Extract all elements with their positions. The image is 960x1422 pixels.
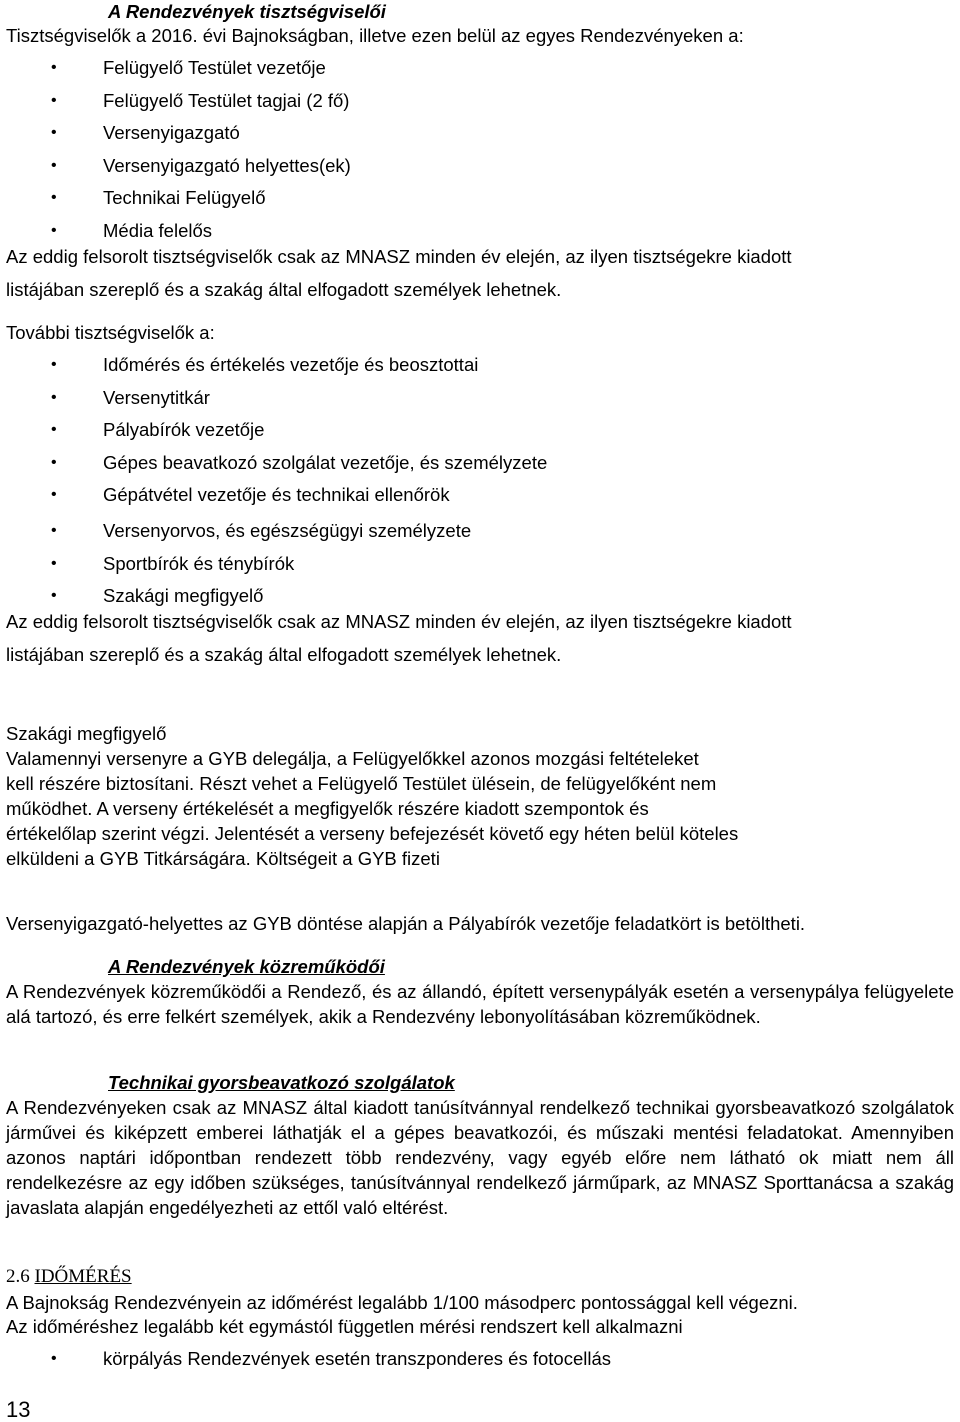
observer-line: értékelőlap szerint végzi. Jelentését a verseny befejezését követő egy héten belül köteles <box>6 823 739 844</box>
bullet-icon: • <box>51 554 57 572</box>
officials-note-line2: listájában szereplő és a szakág által elfogadott személyek lehetnek. <box>6 279 562 300</box>
list-item-label: Gépes beavatkozó szolgálat vezetője, és személyzete <box>103 451 548 473</box>
bullet-icon: • <box>51 124 57 141</box>
bullet-icon: • <box>51 1350 57 1367</box>
further-note-line1: Az eddig felsorolt tisztségviselők csak az MNASZ minden év elején, az ilyen tisztségekre kiadott <box>6 611 792 632</box>
observer-line: működhet. A verseny értékelését a megfigyelők részére kiadott szempontok és <box>6 798 649 819</box>
bullet-icon: • <box>51 91 57 109</box>
list-item-label: Időmérés és értékelés vezetője és beosztottai <box>103 354 479 375</box>
list-item-label: Technikai Felügyelő <box>103 187 266 208</box>
bullet-icon: • <box>51 356 57 373</box>
bullet-icon: • <box>51 221 57 239</box>
timing-line2: Az időméréshez legalább két egymástól független mérési rendszert kell alkalmazni <box>6 1316 683 1337</box>
officials-title: A Rendezvények tisztségviselői <box>108 1 386 22</box>
rescue-title: Technikai gyorsbeavatkozó szolgálatok <box>108 1072 455 1093</box>
timing-title: IDŐMÉRÉS <box>34 1266 132 1287</box>
list-item-label: Versenytitkár <box>103 386 210 408</box>
list-item-label: Felügyelő Testület tagjai (2 fő) <box>103 89 350 111</box>
timing-line1: A Bajnokság Rendezvényein az időmérést legalább 1/100 másodperc pontossággal kell végezni. <box>6 1292 798 1313</box>
observer-line: kell részére biztosítani. Részt vehet a Felügyelő Testület ülésein, de felügyelőként nem <box>6 773 717 794</box>
bullet-icon: • <box>51 453 57 471</box>
rescue-paragraph: A Rendezvényeken csak az MNASZ által kiadott tanúsítvánnyal rendelkező technikai gyorsbeavatkozó szolgálatok járművei és kiképzett emberei láthatják el a gépes beavatkozói, és műszaki mentési feladatokat. Amennyiben azonos naptári időpontban rendezett több rendezvény, vagy egyéb előre nem látható ok miatt nem áll rendelkezésre az egy időben szükséges, tanúsítvánnyal rendelkező járműpark, az MNASZ Sporttanácsa a szakág javaslata alapján engedélyezheti az ettől való eltérést. <box>6 1097 954 1218</box>
list-item-label: körpályás Rendezvények esetén transzponderes és fotocellás <box>103 1348 612 1369</box>
list-item-label: Média felelős <box>103 219 213 241</box>
helpers-title: A Rendezvények közreműködői <box>108 956 385 977</box>
observer-line: elküldeni a GYB Titkárságára. Költségeit a GYB fizeti <box>6 848 440 869</box>
helpers-paragraph: A Rendezvények közreműködői a Rendező, és az állandó, épített versenypályák esetén a versenypálya felügyelete alá tartozó, és erre felkért személyek, akik a Rendezvény lebonyolításában közreműködnek. <box>6 981 954 1027</box>
further-note-line2: listájában szereplő és a szakág által elfogadott személyek lehetnek. <box>6 644 562 665</box>
bullet-icon: • <box>51 421 57 438</box>
deputy-note: Versenyigazgató-helyettes az GYB döntése alapján a Pályabírók vezetője feladatkört is betöltheti. <box>6 913 806 934</box>
bullet-icon: • <box>51 388 57 406</box>
further-intro: További tisztségviselők a: <box>6 322 215 343</box>
observer-line: Valamennyi versenyre a GYB delegálja, a Felügyelőkkel azonos mozgási feltételeket <box>6 748 699 769</box>
observer-heading: Szakági megfigyelő <box>6 723 167 744</box>
bullet-icon: • <box>51 486 57 503</box>
bullet-icon: • <box>51 189 57 206</box>
list-item-label: Gépátvétel vezetője és technikai ellenőrök <box>103 484 450 505</box>
list-item-label: Pályabírók vezetője <box>103 419 265 440</box>
list-item-label: Versenyigazgató helyettes(ek) <box>103 154 351 176</box>
timing-heading <box>6 1265 132 1289</box>
officials-note-line1: Az eddig felsorolt tisztségviselők csak az MNASZ minden év elején, az ilyen tisztségekre kiadott <box>6 246 792 267</box>
list-item-label: Versenyorvos, és egészségügyi személyzete <box>103 520 472 541</box>
bullet-icon: • <box>51 156 57 174</box>
officials-intro: Tisztségviselők a 2016. évi Bajnokságban, illetve ezen belül az egyes Rendezvényeken a: <box>6 25 744 46</box>
bullet-icon: • <box>51 587 57 604</box>
list-item-label: Versenyigazgató <box>103 122 240 143</box>
page-number: 13 <box>6 1397 31 1422</box>
list-item-label: Sportbírók és ténybírók <box>103 552 295 574</box>
bullet-icon: • <box>51 522 57 539</box>
timing-number: 2.6 <box>6 1266 30 1287</box>
list-item-label: Szakági megfigyelő <box>103 585 264 606</box>
list-item-label: Felügyelő Testület vezetője <box>103 57 326 78</box>
bullet-icon: • <box>51 59 57 76</box>
